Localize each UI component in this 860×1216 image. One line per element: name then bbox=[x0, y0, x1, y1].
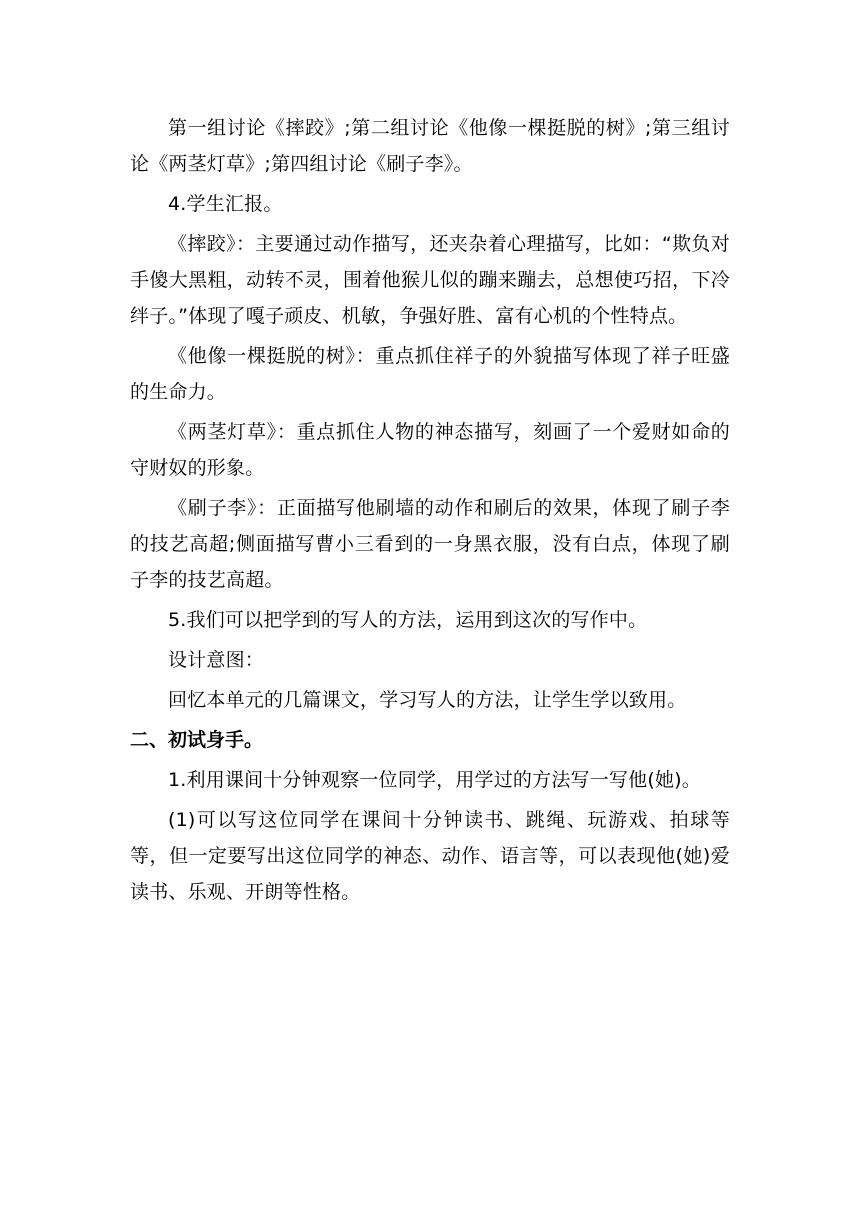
paragraph-wrestling: 《摔跤》：主要通过动作描写，还夹杂着心理描写，比如：“欺负对手傻大黑粗，动转不灵，围着他猴儿似的蹦来蹦去，总想使巧招，下冷绊子。”体现了嘎子顽皮、机敏，争强好胜、富有心机的个性特点。 bbox=[130, 233, 730, 327]
document-body bbox=[130, 110, 730, 914]
paragraph-lamp-wicks: 《两茎灯草》：重点抓住人物的神态描写，刻画了一个爱财如命的守财奴的形象。 bbox=[130, 421, 730, 479]
paragraph-student-report: 4.学生汇报。 bbox=[168, 193, 283, 215]
paragraph-brush-li: 《刷子李》：正面描写他刷墙的动作和刷后的效果，体现了刷子李的技艺高超;侧面描写曹小三看到的一身黑衣服，没有白点，体现了刷子李的技艺高超。 bbox=[130, 497, 730, 591]
paragraph-writing-guidance: (1)可以写这位同学在课间十分钟读书、跳绳、玩游戏、拍球等等，但一定要写出这位同学的神态、动作、语言等，可以表现他(她)爱读书、乐观、开朗等性格。 bbox=[130, 809, 730, 903]
paragraph-observe-classmate: 1.利用课间十分钟观察一位同学，用学过的方法写一写他(她)。 bbox=[168, 769, 701, 791]
paragraph-group-assignment: 第一组讨论《摔跤》;第二组讨论《他像一棵挺脱的树》;第三组讨论《两茎灯草》;第四组讨论《刷子李》。 bbox=[130, 117, 730, 175]
paragraph-apply-methods: 5.我们可以把学到的写人的方法，运用到这次的写作中。 bbox=[168, 609, 648, 631]
paragraph-design-intent-label: 设计意图： bbox=[168, 649, 265, 671]
paragraph-design-intent: 回忆本单元的几篇课文，学习写人的方法，让学生学以致用。 bbox=[168, 689, 687, 711]
section-heading: 二、初试身手。 bbox=[130, 729, 264, 751]
paragraph-tree: 《他像一棵挺脱的树》：重点抓住祥子的外貌描写体现了祥子旺盛的生命力。 bbox=[130, 345, 730, 403]
